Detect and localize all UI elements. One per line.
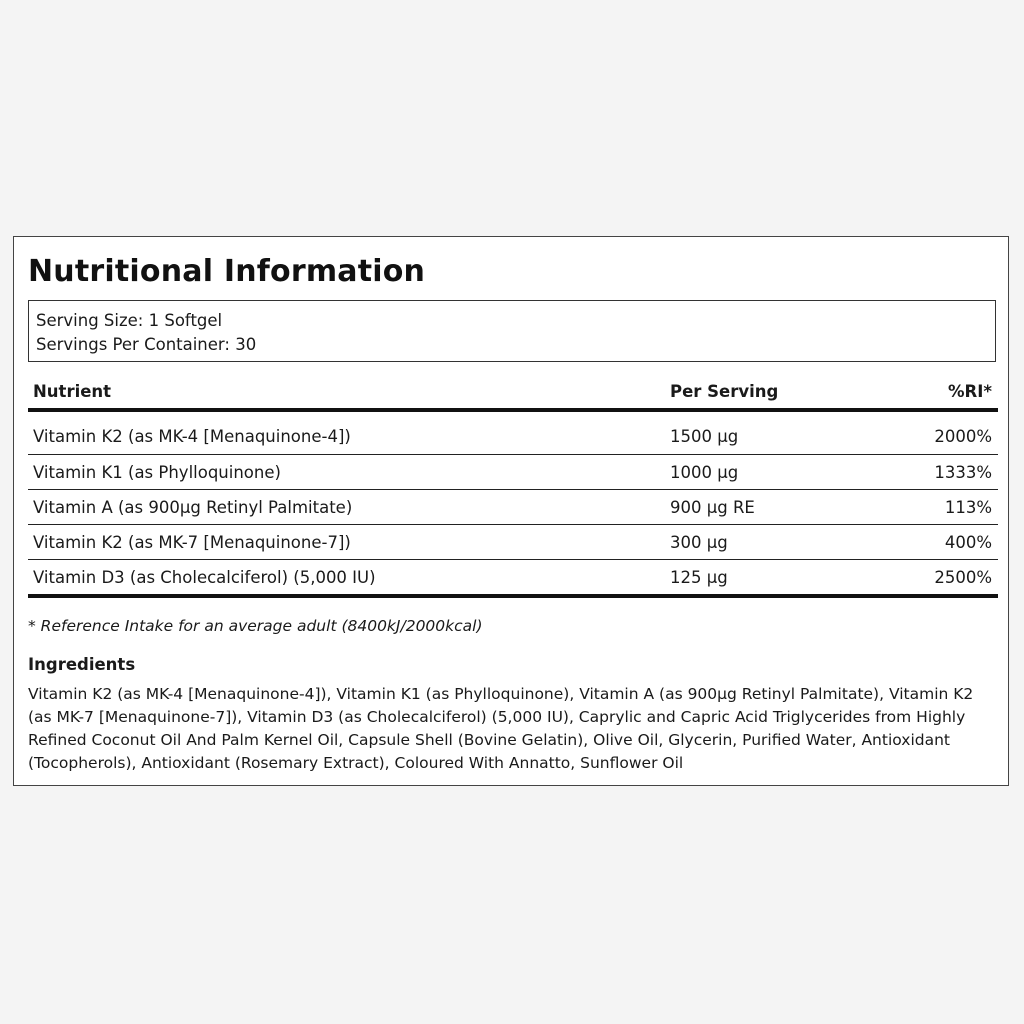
nutrition-panel [13,236,1009,786]
table-row [28,560,998,598]
ri-value: 2500% [934,567,992,587]
nutrient-name: Vitamin K2 (as MK-4 [Menaquinone-4]) [33,426,351,446]
header-per-serving: Per Serving [670,381,779,401]
ingredients-text: Vitamin K2 (as MK-4 [Menaquinone-4]), Vitamin K1 (as Phylloquinone), Vitamin A (as 900µg Retinyl Palmitate), Vitamin K2 (as MK-7 [Menaquinone-7]), Vitamin D3 (as Cholecalciferol) (5,000 IU), Caprylic and Capric Acid Triglycerides from Highly Refined Coconut Oil And Palm Kernel Oil, Capsule Shell (Bovine Gelatin), Olive Oil, Glycerin, Purified Water, Antioxidant (Tocopherols), Antioxidant (Rosemary Extract), Coloured With Annatto, Sunflower Oil [28,685,974,772]
nutrient-name: Vitamin D3 (as Cholecalciferol) (5,000 IU) [33,567,376,587]
table-row [28,418,998,455]
per-serving-value: 1500 µg [670,426,739,446]
ri-value: 2000% [934,426,992,446]
table-header-row [28,374,998,412]
table-row [28,525,998,560]
per-serving-value: 125 µg [670,567,728,587]
serving-size: Serving Size: 1 Softgel [36,311,223,330]
servings-per-container: Servings Per Container: 30 [36,335,257,354]
serving-info-box [28,300,996,362]
ingredients-heading: Ingredients [28,655,136,674]
nutrient-table [28,374,998,598]
reference-intake-footnote: * Reference Intake for an average adult (8400kJ/2000kcal) [28,617,483,635]
ri-value: 1333% [934,462,992,482]
header-nutrient: Nutrient [33,381,112,401]
header-ri: %RI* [947,381,992,401]
page-title: Nutritional Information [28,254,426,289]
per-serving-value: 300 µg [670,532,728,552]
table-row [28,490,998,525]
nutrient-name: Vitamin K2 (as MK-7 [Menaquinone-7]) [33,532,351,552]
per-serving-value: 1000 µg [670,462,739,482]
ri-value: 400% [944,532,992,552]
nutrient-name: Vitamin K1 (as Phylloquinone) [33,462,281,482]
per-serving-value: 900 µg RE [670,497,755,517]
ri-value: 113% [944,497,992,517]
table-row [28,455,998,490]
nutrient-name: Vitamin A (as 900µg Retinyl Palmitate) [33,497,353,517]
